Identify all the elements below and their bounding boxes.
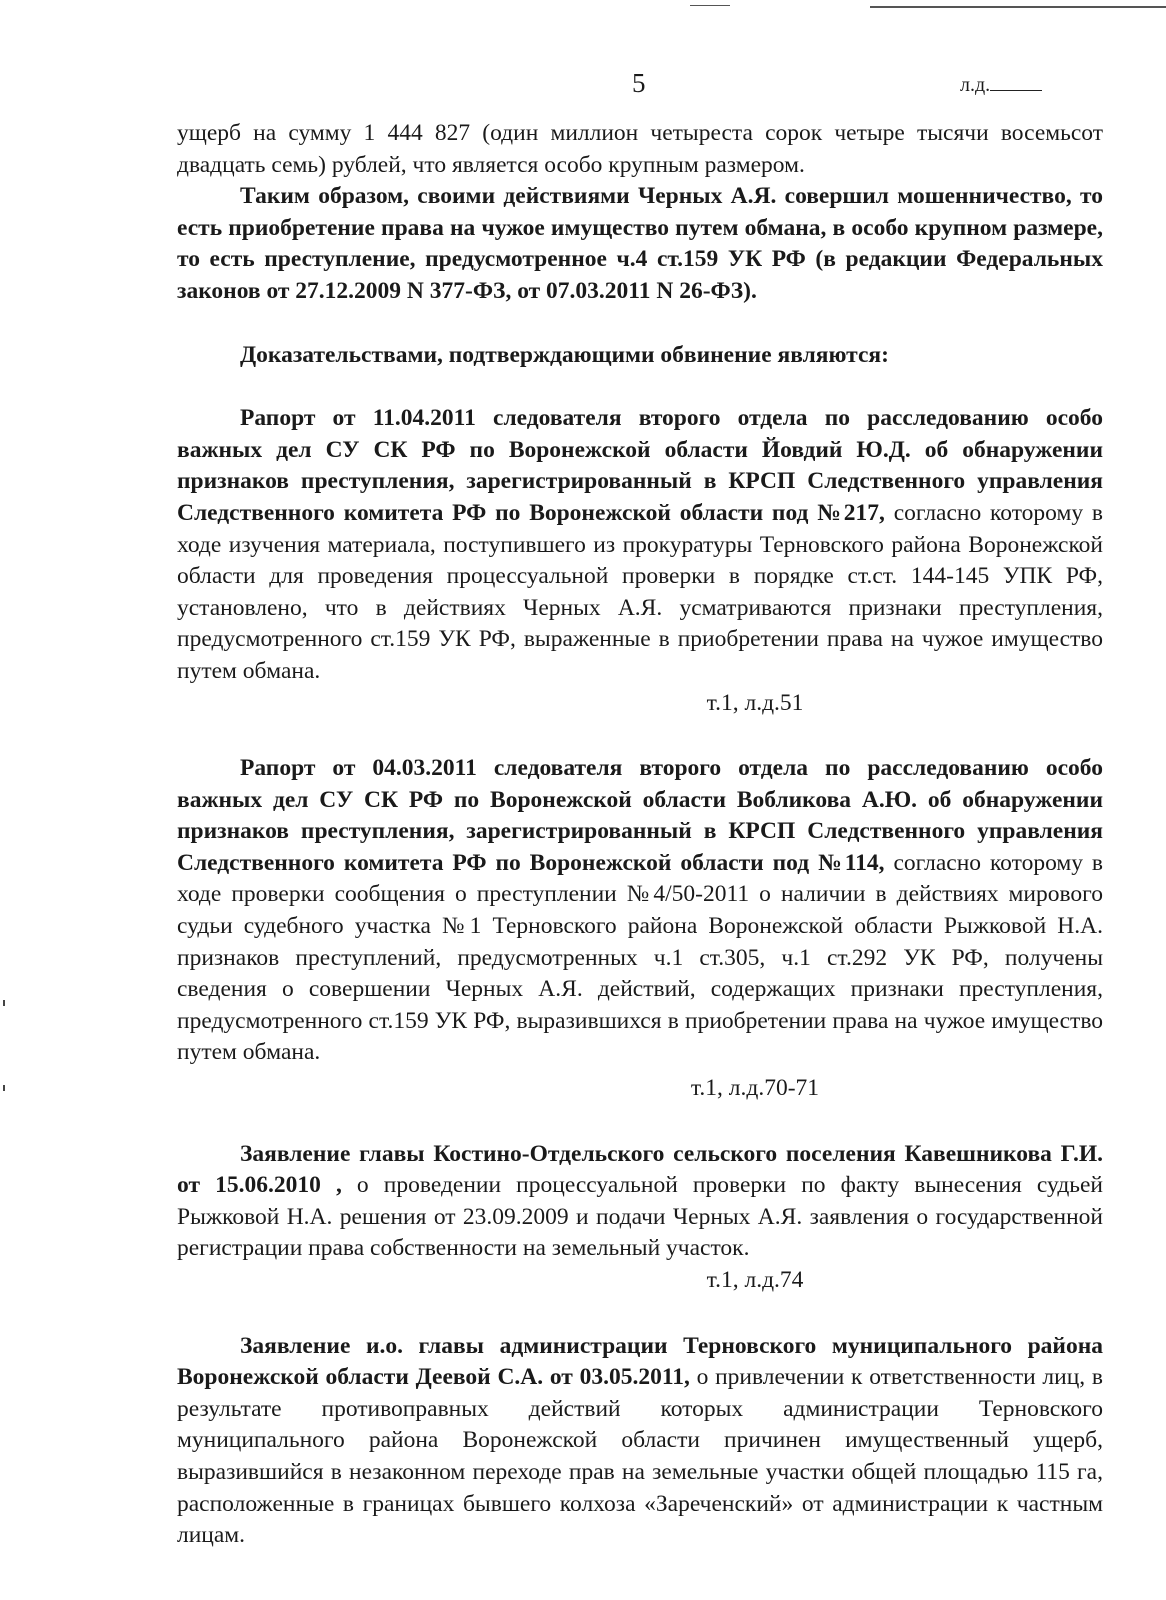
spacer: [177, 1297, 1103, 1331]
page-number: 5: [632, 68, 646, 98]
evidence-4-title: Заявление и.о. главы администрации Терновского муниципального района Воронежской области Деевой С.А. от 03.05.2011,: [177, 1332, 1103, 1391]
evidence-2-text: согласно которому в ходе проверки сообщения о преступлении №4/50-2011 о наличии в действиях мирового судьи судебного участка №1 Терновского района Воронежской области Рыжковой Н.А. признаков преступлений, предусмотренных ч.1 ст.305, ч.1 ст.292 УК РФ, получены сведения о совершении Черных А.Я. действий, содержащих признаки преступления, предусмотренного ст.159 УК РФ, выразившихся в приобретении права на чужое имущество путем обмана.: [177, 849, 1104, 1066]
spacer: [177, 719, 1103, 753]
evidence-item-4: [177, 1331, 1103, 1552]
evidence-3-reference: т.1, л.д.74: [706, 1267, 804, 1293]
spacer: [177, 1105, 1103, 1139]
document-body: [177, 118, 1103, 1552]
scan-artifact-line: [690, 5, 730, 6]
spacer: [177, 308, 1103, 340]
evidence-heading: Доказательствами, подтверждающими обвинение являются:: [240, 341, 889, 368]
scan-margin-mark: [3, 1085, 5, 1091]
evidence-item-1: [177, 403, 1103, 687]
evidence-2-title: Рапорт от 04.03.2011 следователя второго отдела по расследованию особо важных дел СУ СК РФ по Воронежской области Вобликова А.Ю. об обнаружении признаков преступления, зарегистрированный в КРСП Следственного управления Следственного комитета РФ по Воронежской области под №114,: [177, 755, 1103, 876]
paragraph-conclusion: Таким образом, своими действиями Черных А.Я. совершил мошенничество, то есть приобретение права на чужое имущество путем обмана, в особо крупном размере, то есть преступление, предусмотренное ч.4 ст.159 УК РФ (в редакции Федеральных законов от 27.12.2009 N 377-ФЗ, от 07.03.2011 N 26-ФЗ).: [177, 183, 1103, 304]
scan-artifact-line: [870, 6, 1166, 8]
evidence-1-text: согласно которому в ходе изучения материала, поступившего из прокуратуры Терновского района Воронежской области для проведения процессуальной проверки в порядке ст.ст. 144-145 УПК РФ, установлено, что в действиях Черных А.Я. усматриваются признаки преступления, предусмотренного ст.159 УК РФ, выраженные в приобретении права на чужое имущество путем обмана.: [177, 499, 1103, 684]
evidence-1-reference: т.1, л.д.51: [706, 689, 804, 716]
evidence-3-title: Заявление главы Костино-Отдельского сельского поселения Кавешникова Г.И. от 15.06.2010 ,: [177, 1140, 1103, 1199]
scan-margin-mark: [3, 1000, 5, 1006]
evidence-item-2: [177, 753, 1103, 1069]
evidence-2-reference: т.1, л.д.70-71: [690, 1075, 820, 1102]
sheet-number-label: [960, 74, 1042, 97]
evidence-3-text: о проведении процессуальной проверки по факту вынесения судьей Рыжковой Н.А. решения от 23.09.2009 и подачи Черных А.Я. заявления о государственной регистрации права собственности на земельный участок.: [177, 1172, 1103, 1262]
sheet-label: л.д.: [960, 74, 991, 96]
paragraph-damage: ущерб на сумму 1 444 827 (один миллион четыреста сорок четыре тысячи восемьсот двадцать семь) рублей, что является особо крупным размером.: [177, 120, 1103, 178]
sheet-number-blank: [990, 74, 1042, 91]
spacer: [177, 371, 1103, 403]
evidence-1-title: Рапорт от 11.04.2011 следователя второго отдела по расследованию особо важных дел СУ СК РФ по Воронежской области Йовдий Ю.Д. об обнаружении признаков преступления, зарегистрированный в КРСП Следственного управления Следственного комитета РФ по Воронежской области под №217,: [177, 405, 1103, 526]
evidence-item-3: [177, 1139, 1103, 1265]
evidence-4-text: о привлечении к ответственности лиц, в результате противоправных действий которых администрации Терновского муниципального района Воронежской области причинен имущественный ущерб, выразившийся в незаконном переходе прав на земельные участки общей площадью 115 га, расположенные в границах бывшего колхоза «Зареченский» от администрации к частным лицам.: [177, 1364, 1103, 1549]
